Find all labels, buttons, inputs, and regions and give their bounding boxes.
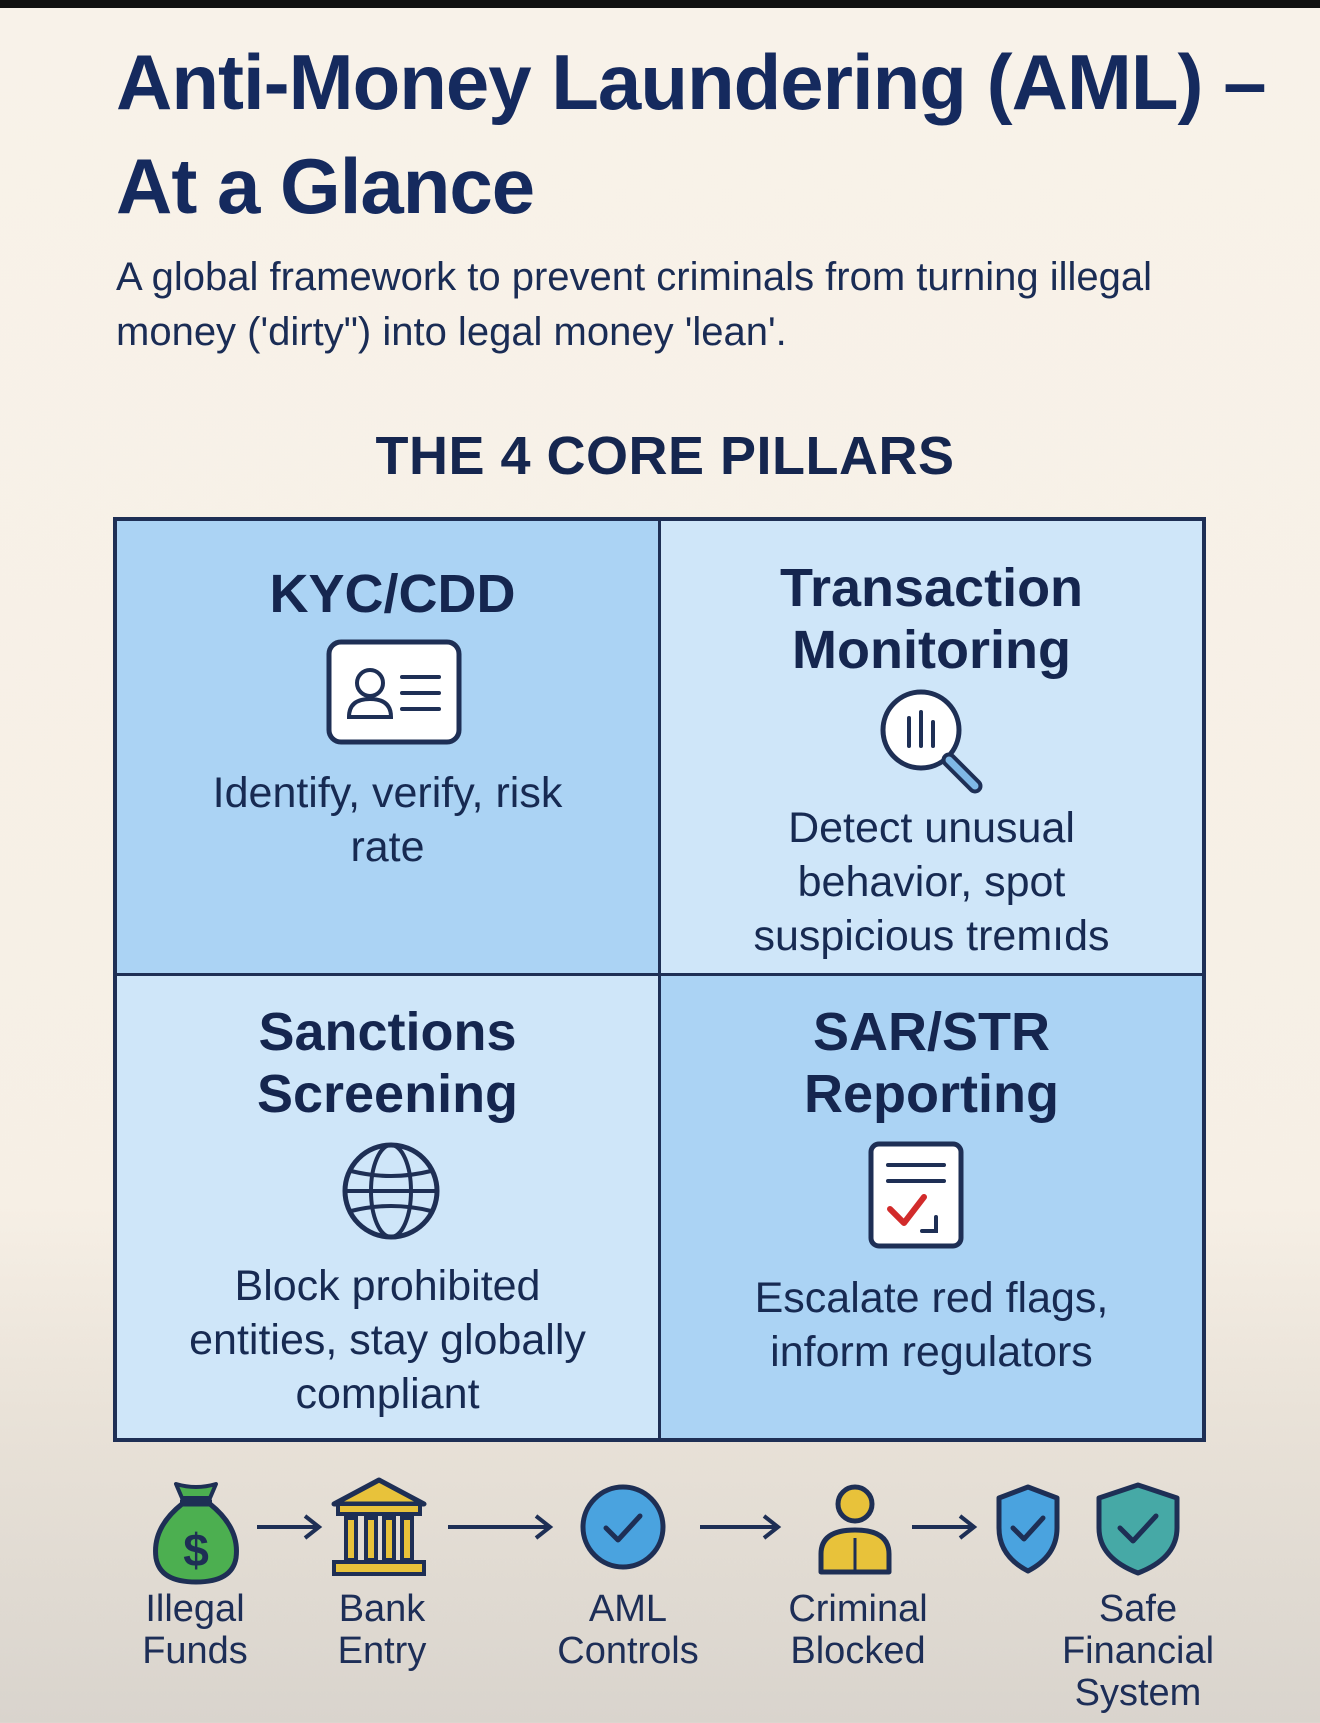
page-subtitle: A global framework to prevent criminals from turning illegal money ('dirty") into legal money 'lean'. [116,255,1152,354]
arrow-icon [698,1512,782,1542]
shield-check-icon [993,1482,1063,1576]
pillar-description: Identify, verify, risk rate [212,769,563,871]
pillar-title: Sanctions Screening [256,1002,519,1124]
pillar-kyc-cdd [117,521,661,976]
arrow-icon [910,1512,978,1542]
pillar-description: Detect unusual behavior, spot suspicious tremıds [753,804,1110,960]
globe-icon [339,1139,443,1243]
money-bag-icon [148,1478,244,1588]
flow-label-bank-entry: Bank Entry [337,1588,427,1672]
flow-label-illegal-funds: Illegal Funds [142,1588,248,1672]
svg-text:$: $ [183,1524,209,1576]
shield-check-icon [1093,1480,1183,1578]
pillar-description: Escalate red flags, inform regulators [754,1274,1109,1376]
pillars-grid [113,517,1206,1442]
check-circle-icon [578,1482,668,1572]
report-checklist-icon [866,1139,966,1251]
arrow-icon [255,1512,323,1542]
flow-label-safe-financial-system: Safe Financial System [1061,1588,1215,1714]
pillar-title: KYC/CDD [269,564,516,624]
pillars-heading: THE 4 CORE PILLARS [375,426,955,486]
bank-icon [328,1474,430,1578]
arrow-icon [446,1512,554,1542]
person-icon [815,1482,895,1576]
pillar-title: SAR/STR Reporting [804,1002,1059,1124]
pillar-sar-str-reporting [661,976,1202,1438]
top-border [0,0,1320,8]
pillar-sanctions-screening [117,976,661,1438]
pillar-description: Block prohibited entities, stay globally compliant [189,1262,586,1418]
pillar-transaction-monitoring [661,521,1202,976]
flow-label-criminal-blocked: Criminal Blocked [788,1588,928,1672]
pillar-title: Transaction Monitoring [779,558,1084,680]
magnifier-chart-icon [871,684,991,794]
flow-label-aml-controls: AML Controls [557,1588,699,1672]
id-card-icon [324,637,464,747]
page-title: Anti-Money Laundering (AML) – At a Glance [116,38,1266,230]
